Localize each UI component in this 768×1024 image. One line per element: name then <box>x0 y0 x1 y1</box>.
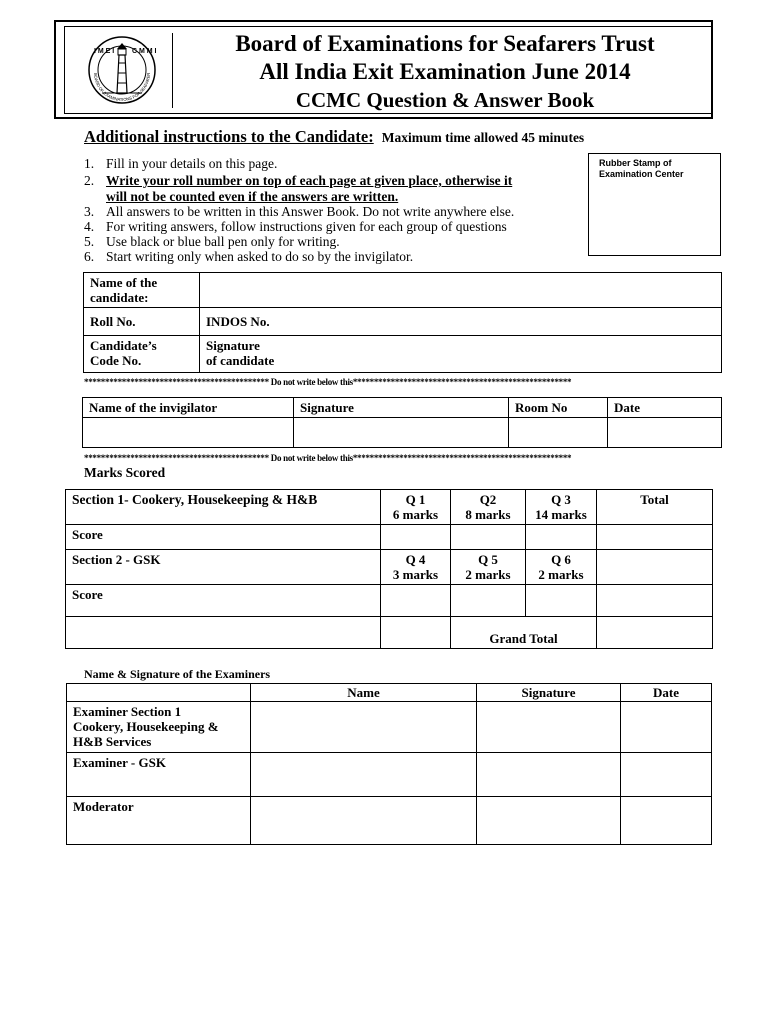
q4-score-field[interactable] <box>381 585 451 617</box>
indos-no-field[interactable]: INDOS No. <box>200 308 722 336</box>
q4-header: Q 4 3 marks <box>381 550 451 585</box>
q3-header: Q 3 14 marks <box>526 490 597 525</box>
candidate-code-field[interactable]: Candidate’s Code No. <box>84 336 200 373</box>
stamp-label-2: Examination Center <box>599 169 684 179</box>
logo-text-right: C M M I <box>132 48 157 55</box>
examiner-gsk-label: Examiner - GSK <box>67 753 251 797</box>
instruction-item-important-cont: will not be counted even if the answers are written. <box>106 189 399 204</box>
total-header: Total <box>597 490 713 525</box>
examiners-heading: Name & Signature of the Examiners <box>84 667 271 681</box>
exam-title: All India Exit Examination June 2014 <box>259 59 631 84</box>
examiner2-name-field[interactable] <box>251 753 477 797</box>
time-allowed: Maximum time allowed 45 minutes <box>381 130 585 145</box>
candidate-name-label: Name of the candidate: <box>84 273 200 308</box>
score-label: Score <box>66 585 381 617</box>
candidate-details-table <box>83 272 722 373</box>
invigilator-signature-field[interactable] <box>294 418 509 448</box>
exam-board-title: Board of Examinations for Seafarers Trust <box>235 31 655 56</box>
grand-total-label: Grand Total <box>451 617 597 649</box>
blank-cell <box>381 617 451 649</box>
invigilator-table <box>82 397 722 448</box>
examiner1-date-field[interactable] <box>621 702 712 753</box>
examiner-name-header: Name <box>251 684 477 702</box>
examiner-section1-label: Examiner Section 1 Cookery, Housekeeping & H&B Services <box>67 702 251 753</box>
examiner-date-header: Date <box>621 684 712 702</box>
score-label: Score <box>66 525 381 550</box>
instructions-heading: Additional instructions to the Candidate: <box>84 127 374 146</box>
room-no-field[interactable] <box>509 418 608 448</box>
section1-label: Section 1- Cookery, Housekeeping & H&B <box>66 490 381 525</box>
q1-score-field[interactable] <box>381 525 451 550</box>
book-title: CCMC Question & Answer Book <box>295 88 595 112</box>
moderator-date-field[interactable] <box>621 797 712 845</box>
moderator-label: Moderator <box>67 797 251 845</box>
instruction-item: 1. Fill in your details on this page. <box>84 156 278 171</box>
blank-cell <box>66 617 381 649</box>
q2-header: Q2 8 marks <box>451 490 526 525</box>
examiner2-signature-field[interactable] <box>477 753 621 797</box>
rubber-stamp-box[interactable] <box>588 153 721 256</box>
invigilator-signature-header: Signature <box>294 398 509 418</box>
instruction-item: 5. Use black or blue ball pen only for writing. <box>84 234 340 249</box>
q1-header: Q 1 6 marks <box>381 490 451 525</box>
do-not-write-separator: ******************************************** Do not write below this**************************************************** <box>84 453 572 463</box>
section2-label: Section 2 - GSK <box>66 550 381 585</box>
marks-scored-heading: Marks Scored <box>84 465 166 480</box>
section2-total-field[interactable] <box>597 585 713 617</box>
marks-table <box>65 489 713 649</box>
stamp-label-1: Rubber Stamp of <box>599 158 672 168</box>
examiners-table <box>66 683 712 845</box>
instruction-list <box>84 156 584 264</box>
q5-score-field[interactable] <box>451 585 526 617</box>
logo-ring-text: BOARD OF EXAMINATIONS FOR SEAFARER <box>92 72 152 103</box>
room-no-header: Room No <box>509 398 608 418</box>
candidate-signature-field[interactable]: Signature of candidate <box>200 336 722 373</box>
q5-header: Q 5 2 marks <box>451 550 526 585</box>
invigilator-name-field[interactable] <box>83 418 294 448</box>
invigilator-date-header: Date <box>608 398 722 418</box>
invigilator-date-field[interactable] <box>608 418 722 448</box>
instruction-item-important: 2. Write your roll number on top of each page at given place, otherwise it <box>84 173 513 188</box>
q6-header: Q 6 2 marks <box>526 550 597 585</box>
instruction-item: 4. For writing answers, follow instructions given for each group of questions <box>84 219 507 234</box>
do-not-write-separator: ******************************************** Do not write below this**************************************************** <box>84 377 572 387</box>
header-titles <box>180 30 710 114</box>
q3-score-field[interactable] <box>526 525 597 550</box>
moderator-name-field[interactable] <box>251 797 477 845</box>
instructions-heading-row <box>84 127 584 147</box>
candidate-name-field[interactable] <box>200 273 722 308</box>
examiner-role-header <box>67 684 251 702</box>
invigilator-name-header: Name of the invigilator <box>83 398 294 418</box>
examiner-signature-header: Signature <box>477 684 621 702</box>
instruction-item: 3. All answers to be written in this Answer Book. Do not write anywhere else. <box>84 204 515 219</box>
board-logo <box>72 33 173 108</box>
examiner1-signature-field[interactable] <box>477 702 621 753</box>
grand-total-field[interactable] <box>597 617 713 649</box>
examiner2-date-field[interactable] <box>621 753 712 797</box>
q2-score-field[interactable] <box>451 525 526 550</box>
section2-total-header <box>597 550 713 585</box>
q6-score-field[interactable] <box>526 585 597 617</box>
instruction-item: 6. Start writing only when asked to do so by the invigilator. <box>84 249 414 264</box>
moderator-signature-field[interactable] <box>477 797 621 845</box>
section1-total-field[interactable] <box>597 525 713 550</box>
roll-no-field[interactable]: Roll No. <box>84 308 200 336</box>
logo-text-left: I M E I <box>94 48 115 55</box>
examiner1-name-field[interactable] <box>251 702 477 753</box>
